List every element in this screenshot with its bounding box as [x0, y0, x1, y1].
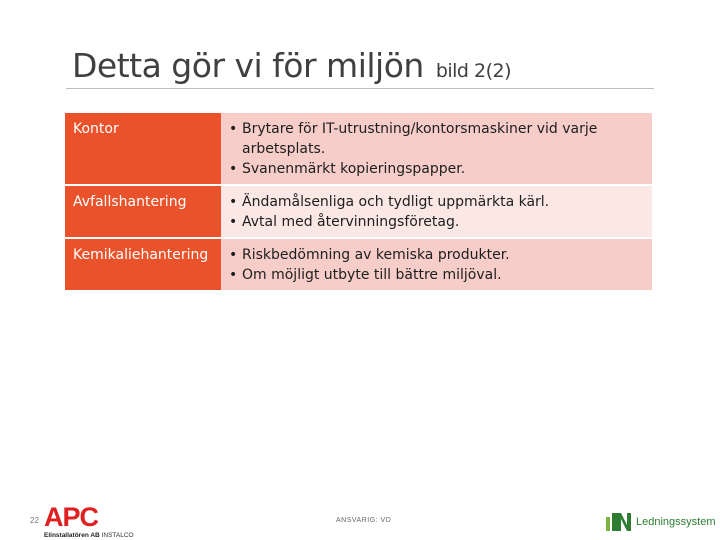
bullet-list: [225, 119, 644, 179]
apc-logo: [44, 502, 144, 540]
description-cell: [221, 239, 652, 290]
ledningssystem-logo: [606, 511, 716, 533]
description-cell: [221, 186, 652, 237]
apc-partner-name: INSTALCO: [101, 532, 134, 539]
bullet-item: • Svanenmärkt kopieringspapper.: [225, 159, 644, 179]
footer-responsible: ANSVARIG: VD: [336, 517, 392, 524]
table-row: [65, 186, 652, 237]
table-row: [65, 239, 652, 290]
title-divider: [66, 88, 654, 89]
description-cell: [221, 113, 652, 184]
slide-title-main: Detta gör vi för miljön: [72, 46, 424, 85]
bullet-item: • Brytare för IT-utrustning/kontorsmaskiner vid varje arbetsplats.: [225, 119, 644, 159]
environment-table: [65, 111, 652, 292]
apc-logo-letters: APC: [44, 502, 99, 532]
ln-mark-icon: [606, 511, 632, 533]
category-cell: Avfallshantering: [65, 186, 221, 237]
apc-logo-subtitle: [44, 532, 134, 539]
apc-company-name: Elinstallatören AB: [44, 532, 100, 539]
bullet-item: • Riskbedömning av kemiska produkter.: [225, 245, 644, 265]
category-cell: Kontor: [65, 113, 221, 184]
bullet-item: • Avtal med återvinningsföretag.: [225, 212, 644, 232]
slide-title: [72, 46, 511, 85]
category-cell: Kemikaliehantering: [65, 239, 221, 290]
bullet-item: • Ändamålsenliga och tydligt uppmärkta kärl.: [225, 192, 644, 212]
ledningssystem-logo-text: Ledningssystem: [636, 516, 716, 528]
slide-title-suffix: bild 2(2): [435, 60, 512, 82]
bullet-item: • Om möjligt utbyte till bättre miljöval.: [225, 265, 644, 285]
page-number: 22: [30, 516, 39, 525]
bullet-list: [225, 245, 644, 285]
table-row: [65, 113, 652, 184]
bullet-list: [225, 192, 644, 232]
